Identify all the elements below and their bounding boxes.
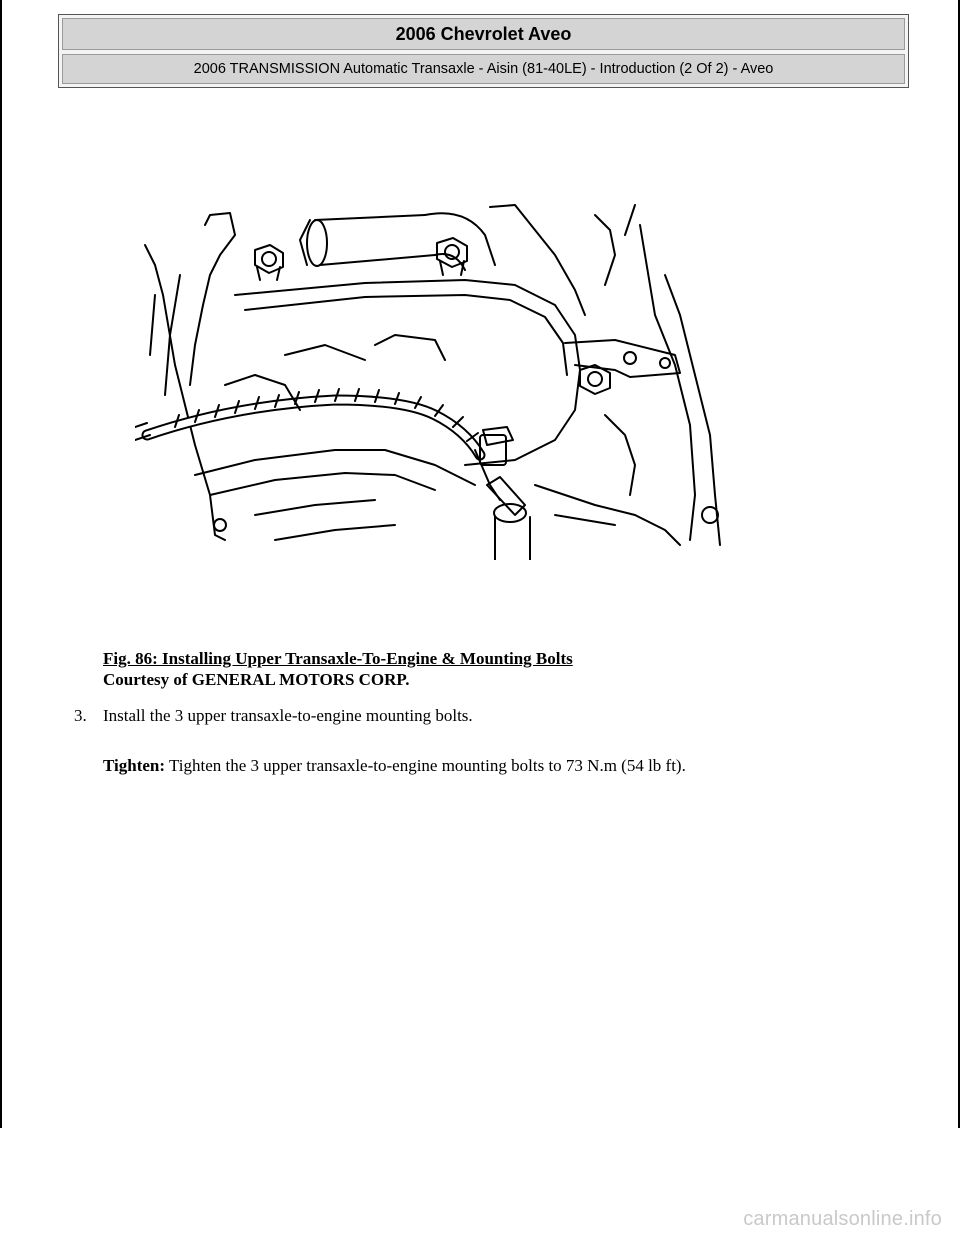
watermark: carmanualsonline.info xyxy=(743,1208,942,1230)
document-subtitle: 2006 TRANSMISSION Automatic Transaxle - Aisin (81-40LE) - Introduction (2 Of 2) - Aveo xyxy=(62,54,905,84)
figure-caption-credit: Courtesy of GENERAL MOTORS CORP. xyxy=(103,670,410,689)
figure-caption xyxy=(103,648,573,690)
step-text: Install the 3 upper transaxle-to-engine mounting bolts. xyxy=(103,706,473,725)
tighten-instruction xyxy=(103,755,686,776)
document-header xyxy=(58,14,909,88)
step-number: 3. xyxy=(74,706,87,725)
tighten-label: Tighten: xyxy=(103,756,166,775)
document-title: 2006 Chevrolet Aveo xyxy=(62,18,905,50)
transaxle-illustration xyxy=(135,195,735,560)
step-item xyxy=(74,705,473,726)
tighten-text: Tighten the 3 upper transaxle-to-engine mounting bolts to 73 N.m (54 lb ft). xyxy=(165,756,686,775)
page-border-left xyxy=(0,0,2,1128)
figure-caption-title: Fig. 86: Installing Upper Transaxle-To-Engine & Mounting Bolts xyxy=(103,649,573,668)
